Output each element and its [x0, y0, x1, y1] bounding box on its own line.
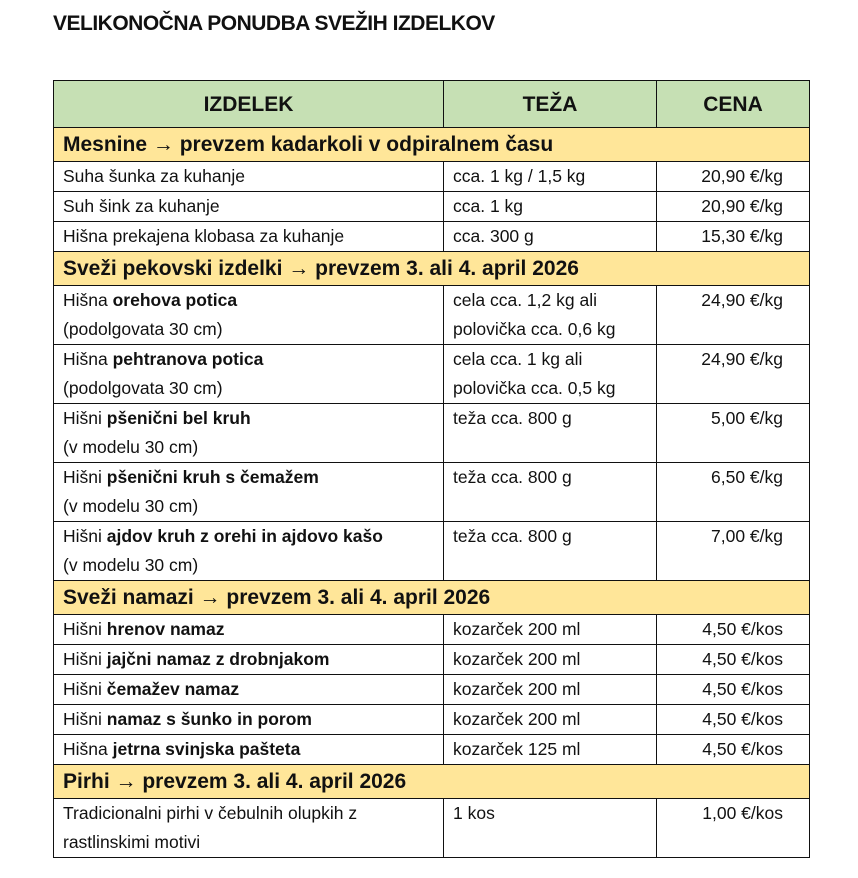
table-row — [54, 799, 810, 858]
product-name: namaz s šunko in porom — [106, 709, 312, 729]
product-cell — [54, 522, 444, 581]
section-row — [54, 252, 810, 286]
price-cell: 4,50 €/kos — [657, 615, 810, 645]
product-prefix: Hišni — [63, 526, 107, 546]
product-prefix: Hišni — [63, 467, 107, 487]
weight-cell — [444, 162, 657, 192]
product-cell — [54, 222, 444, 252]
product-cell — [54, 345, 444, 404]
header-teza: TEŽA — [444, 81, 657, 128]
product-cell — [54, 705, 444, 735]
product-cell — [54, 645, 444, 675]
product-cell — [54, 192, 444, 222]
weight-text: kozarček 200 ml — [453, 619, 581, 639]
weight-cell — [444, 192, 657, 222]
product-prefix: Hišni — [63, 619, 107, 639]
price-cell: 24,90 €/kg — [657, 345, 810, 404]
product-prefix: Hišna — [63, 349, 113, 369]
product-cell — [54, 404, 444, 463]
price-cell: 20,90 €/kg — [657, 162, 810, 192]
table-row — [54, 463, 810, 522]
table-row — [54, 675, 810, 705]
product-prefix: Suh šink za kuhanje — [63, 196, 220, 216]
weight-cell — [444, 735, 657, 765]
price-cell: 20,90 €/kg — [657, 192, 810, 222]
product-name: orehova potica — [112, 290, 238, 310]
weight-text: teža cca. 800 g — [453, 408, 572, 428]
weight-text: 1 kos — [453, 803, 495, 823]
price-cell: 4,50 €/kos — [657, 735, 810, 765]
product-prefix: Hišni — [63, 649, 107, 669]
product-cell — [54, 675, 444, 705]
weight-text: kozarček 200 ml — [453, 649, 581, 669]
header-row — [54, 81, 810, 128]
table-row — [54, 286, 810, 345]
product-cell — [54, 162, 444, 192]
product-prefix: Hišni — [63, 709, 107, 729]
section-label: Pirhi → prevzem 3. ali 4. april 2026 — [54, 765, 810, 799]
price-cell: 24,90 €/kg — [657, 286, 810, 345]
weight-cell — [444, 222, 657, 252]
product-note: (v modelu 30 cm) — [63, 555, 199, 575]
table-body — [54, 128, 810, 858]
header-cena: CENA — [657, 81, 810, 128]
table-row — [54, 192, 810, 222]
weight-cell — [444, 799, 657, 858]
price-cell: 4,50 €/kos — [657, 675, 810, 705]
product-name: ajdov kruh z orehi in ajdovo kašo — [106, 526, 383, 546]
product-note: rastlinskimi motivi — [63, 832, 201, 852]
product-prefix: Hišna prekajena klobasa za kuhanje — [63, 226, 345, 246]
product-cell — [54, 735, 444, 765]
weight-text: cca. 1 kg / 1,5 kg — [453, 166, 586, 186]
weight-text: polovička cca. 0,6 kg — [453, 319, 616, 339]
product-prefix: Tradicionalni pirhi v čebulnih olupkih z — [63, 803, 358, 823]
table-row — [54, 162, 810, 192]
price-table — [53, 80, 810, 858]
weight-text: polovička cca. 0,5 kg — [453, 378, 616, 398]
product-cell — [54, 463, 444, 522]
section-label: Mesnine → prevzem kadarkoli v odpiralnem času — [54, 128, 810, 162]
weight-cell — [444, 645, 657, 675]
weight-cell — [444, 615, 657, 645]
product-name: pšenični bel kruh — [106, 408, 251, 428]
weight-text: kozarček 200 ml — [453, 709, 581, 729]
product-cell — [54, 799, 444, 858]
weight-text: kozarček 200 ml — [453, 679, 581, 699]
table-row — [54, 615, 810, 645]
weight-cell — [444, 675, 657, 705]
product-note: (v modelu 30 cm) — [63, 496, 199, 516]
product-name: hrenov namaz — [106, 619, 225, 639]
section-row — [54, 581, 810, 615]
price-cell: 15,30 €/kg — [657, 222, 810, 252]
table-row — [54, 522, 810, 581]
weight-cell — [444, 404, 657, 463]
price-cell: 4,50 €/kos — [657, 645, 810, 675]
weight-cell — [444, 286, 657, 345]
product-prefix: Hišna — [63, 290, 113, 310]
table-row — [54, 222, 810, 252]
price-cell: 1,00 €/kos — [657, 799, 810, 858]
product-prefix: Hišni — [63, 679, 107, 699]
header-izdelek: IZDELEK — [54, 81, 444, 128]
weight-text: teža cca. 800 g — [453, 467, 572, 487]
table-row — [54, 645, 810, 675]
section-row — [54, 765, 810, 799]
price-cell: 6,50 €/kg — [657, 463, 810, 522]
page-title: VELIKONOČNA PONUDBA SVEŽIH IZDELKOV — [53, 12, 495, 35]
price-cell: 7,00 €/kg — [657, 522, 810, 581]
weight-text: teža cca. 800 g — [453, 526, 572, 546]
section-label: Sveži pekovski izdelki → prevzem 3. ali 4. april 2026 — [54, 252, 810, 286]
weight-text: kozarček 125 ml — [453, 739, 581, 759]
table-row — [54, 404, 810, 463]
weight-text: cela cca. 1,2 kg ali — [453, 290, 597, 310]
product-note: (podolgovata 30 cm) — [63, 319, 223, 339]
product-cell — [54, 615, 444, 645]
product-name: jetrna svinjska pašteta — [112, 739, 301, 759]
section-label: Sveži namazi → prevzem 3. ali 4. april 2026 — [54, 581, 810, 615]
weight-cell — [444, 705, 657, 735]
price-cell: 5,00 €/kg — [657, 404, 810, 463]
product-prefix: Suha šunka za kuhanje — [63, 166, 245, 186]
product-name: čemažev namaz — [106, 679, 240, 699]
weight-text: cca. 1 kg — [453, 196, 524, 216]
section-row — [54, 128, 810, 162]
table-row — [54, 345, 810, 404]
product-prefix: Hišni — [63, 408, 107, 428]
product-note: (v modelu 30 cm) — [63, 437, 199, 457]
table-row — [54, 705, 810, 735]
product-prefix: Hišna — [63, 739, 113, 759]
weight-text: cca. 300 g — [453, 226, 534, 246]
weight-text: cela cca. 1 kg ali — [453, 349, 583, 369]
product-name: pšenični kruh s čemažem — [106, 467, 319, 487]
product-cell — [54, 286, 444, 345]
price-cell: 4,50 €/kos — [657, 705, 810, 735]
product-name: pehtranova potica — [112, 349, 264, 369]
weight-cell — [444, 345, 657, 404]
weight-cell — [444, 522, 657, 581]
product-name: jajčni namaz z drobnjakom — [106, 649, 330, 669]
product-note: (podolgovata 30 cm) — [63, 378, 223, 398]
table-row — [54, 735, 810, 765]
weight-cell — [444, 463, 657, 522]
